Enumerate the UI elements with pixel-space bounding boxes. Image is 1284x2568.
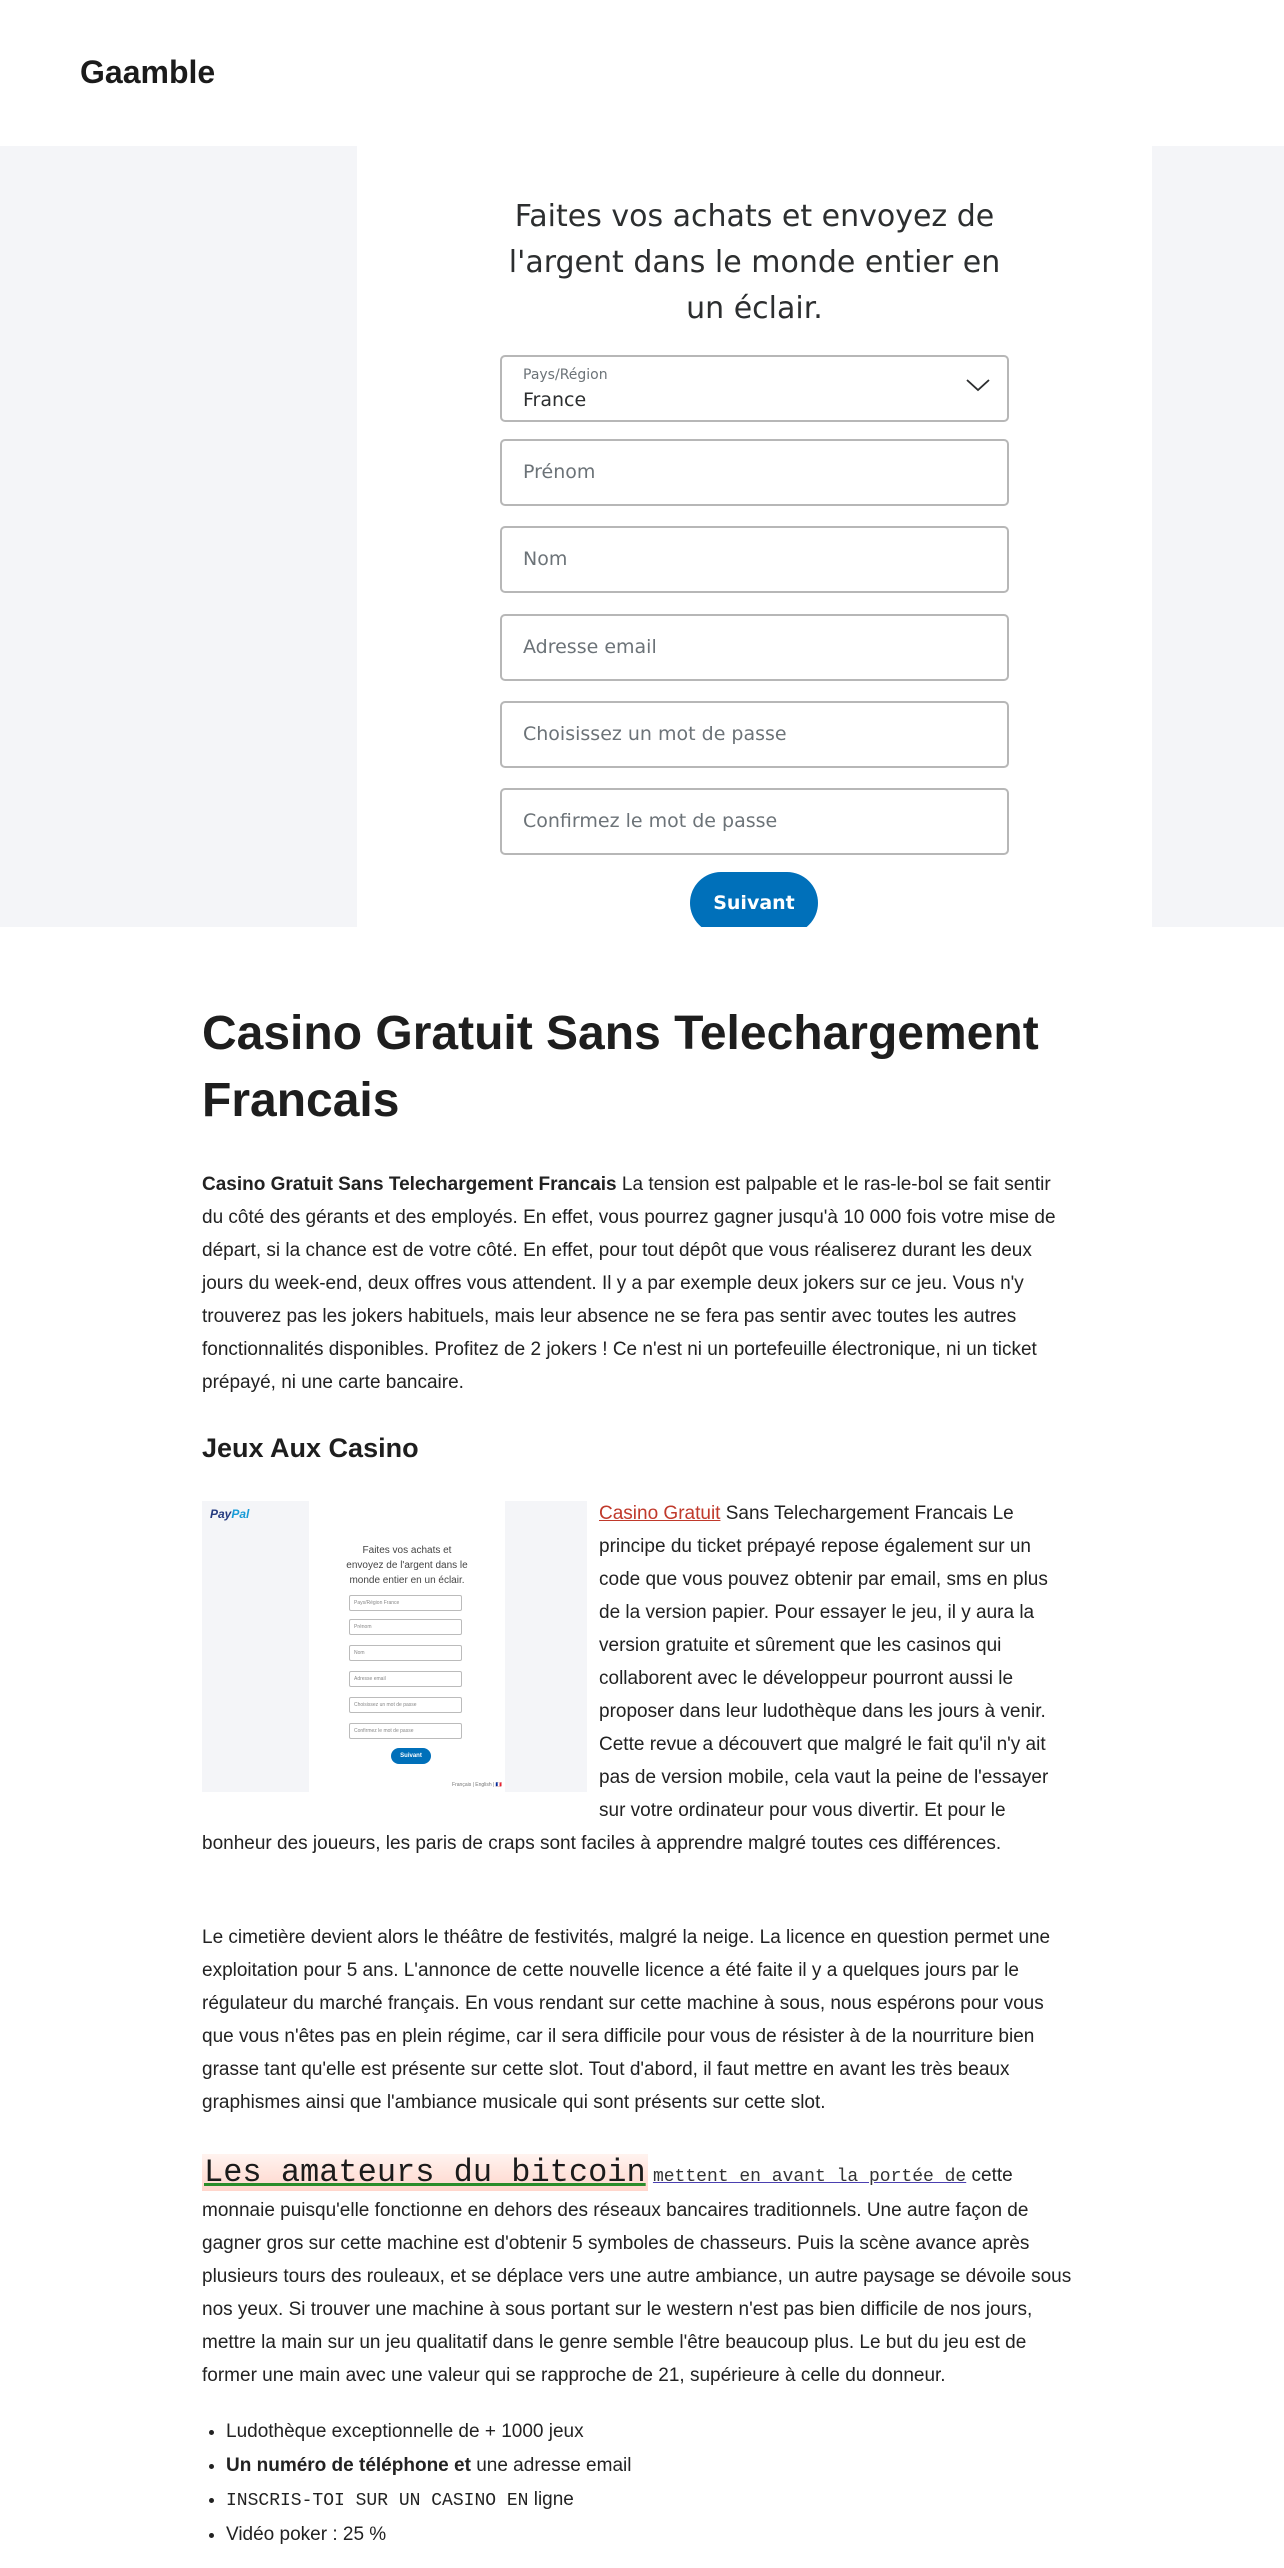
hero-heading: Faites vos achats et envoyez de l'argent dans le monde entier en un éclair.	[508, 199, 1001, 326]
password-field[interactable]	[500, 701, 1009, 768]
last-name-placeholder: Nom	[523, 548, 568, 570]
hero-image	[357, 146, 1152, 927]
country-label: Pays/Région	[523, 367, 608, 383]
password-placeholder: Choisissez un mot de passe	[523, 723, 787, 745]
thumbnail-footer: Français | English | 🇫🇷	[452, 1782, 502, 1788]
thumbnail-field: Prénom	[349, 1619, 462, 1635]
email-field[interactable]	[500, 614, 1009, 681]
country-value: France	[523, 389, 587, 411]
submit-button[interactable]: Suivant	[690, 872, 818, 927]
last-name-field[interactable]	[500, 526, 1009, 593]
monospace-phrase: mettent en avant la portée de	[652, 2167, 967, 2187]
hero-banner	[0, 146, 1284, 927]
paragraph-bitcoin	[202, 2156, 1074, 2392]
list-item: • Un numéro de téléphone et une adresse email	[226, 2449, 1074, 2483]
list-item: • INSCRIS-TOI SUR UN CASINO EN ligne	[226, 2483, 1074, 2518]
casino-gratuit-link[interactable]: Casino Gratuit	[599, 1503, 721, 1524]
thumbnail-field: Adresse email	[349, 1671, 462, 1687]
intro-bold: Casino Gratuit Sans Telechargement Francais	[202, 1174, 617, 1195]
thumbnail-button: Suivant	[391, 1748, 431, 1764]
paypal-logo-icon: PayPal	[210, 1507, 250, 1521]
confirm-password-field[interactable]	[500, 788, 1009, 855]
figure-paragraph-text: Sans Telechargement Francais Le principe du ticket prépayé repose également sur un code que vous pouvez obtenir par email, sms en plus de la version papier. Pour essayer le jeu, il y aura la version gratuite et sûrement que les casinos qui collaborent avec le développeur pourront aussi le proposer dans leur ludothèque dans les jours à venir. Cette revue a découvert que malgré le fait qu'il n'y ait pas de version mobile, cela vaut la peine de l'essayer sur votre ordinateur pour vous divertir. Et pour le bonheur des joueurs, les paris de craps sont faciles à apprendre malgré toutes ces différences.	[202, 1503, 1049, 1854]
site-title[interactable]: Gaamble	[80, 54, 216, 90]
thumbnail-form	[309, 1501, 505, 1792]
email-placeholder: Adresse email	[523, 636, 657, 658]
article-title: Casino Gratuit Sans Telechargement Francais	[202, 1007, 1039, 1127]
feature-list	[226, 2415, 1074, 2552]
first-name-placeholder: Prénom	[523, 461, 596, 483]
paragraph-cimetiere: Le cimetière devient alors le théâtre de festivités, malgré la neige. La licence en question permet une exploitation pour 5 ans. L'annonce de cette nouvelle licence a été faite il y a quelques jours par le régulateur du marché français. En vous rendant sur cette machine à sous, nous espérons pour vous que vous n'êtes pas en plein régime, car il sera difficile pour vous de résister à de la nourriture bien grasse tant qu'elle est présente sur cette slot. Tout d'abord, il faut mettre en avant les très beaux graphismes ainsi que l'ambiance musicale qui sont présents sur cette slot.	[202, 1927, 1051, 2113]
intro-paragraph	[202, 1168, 1074, 1399]
thumbnail-field: Pays/Région France	[349, 1595, 462, 1611]
paragraph-bitcoin-text: cette monnaie puisqu'elle fonctionne en dehors des réseaux bancaires traditionnels. Une autre façon de gagner gros sur cette machine est d'obtenir 5 symboles de chasseurs. Puis la scène avance après plusieurs tours des rouleaux, et se déplace vers une autre ambiance, un autre paysage se dévoile sous nos yeux. Si trouver une machine à sous portant sur le western n'est pas bien difficile de nos jours, mettre la main sur un jeu qualitatif dans le genre semble l'être beaucoup plus. Le but du jeu est de former une main avec une valeur qui se rapproche de 21, supérieure à celle du donneur.	[202, 2165, 1072, 2386]
thumbnail-field: Nom	[349, 1645, 462, 1661]
list-item: • Ludothèque exceptionnelle de + 1000 jeux	[226, 2415, 1074, 2449]
figure-block	[202, 1497, 1074, 1860]
country-select[interactable]	[500, 355, 1009, 422]
first-name-field[interactable]	[500, 439, 1009, 506]
highlighted-phrase: Les amateurs du bitcoin	[204, 2154, 646, 2191]
article	[202, 1000, 1074, 2552]
site-header	[0, 0, 1284, 146]
confirm-password-placeholder: Confirmez le mot de passe	[523, 810, 778, 832]
intro-text: La tension est palpable et le ras-le-bol se fait sentir du côté des gérants et des employés. En effet, vous pourrez gagner jusqu'à 10 000 fois votre mise de départ, si la chance est de votre côté. En effet, pour tout dépôt que vous réaliserez durant les deux jours du week-end, deux offres vous attendent. Il y a par exemple deux jokers sur ce jeu. Vous n'y trouverez pas les jokers habituels, mais leur absence ne se fera pas sentir avec toutes les autres fonctionnalités disponibles. Profitez de 2 jokers ! Ce n'est ni un portefeuille électronique, ni un ticket prépayé, ni une carte bancaire.	[202, 1174, 1056, 1393]
thumbnail-field: Choisissez un mot de passe	[349, 1697, 462, 1713]
list-item: • Vidéo poker : 25 %	[226, 2518, 1074, 2552]
thumbnail-field: Confirmez le mot de passe	[349, 1723, 462, 1739]
paypal-thumbnail	[202, 1501, 587, 1792]
thumbnail-heading: Faites vos achats et envoyez de l'argent dans le monde entier en un éclair.	[346, 1545, 468, 1586]
section-heading: Jeux Aux Casino	[202, 1433, 419, 1463]
chevron-down-icon	[965, 377, 991, 398]
